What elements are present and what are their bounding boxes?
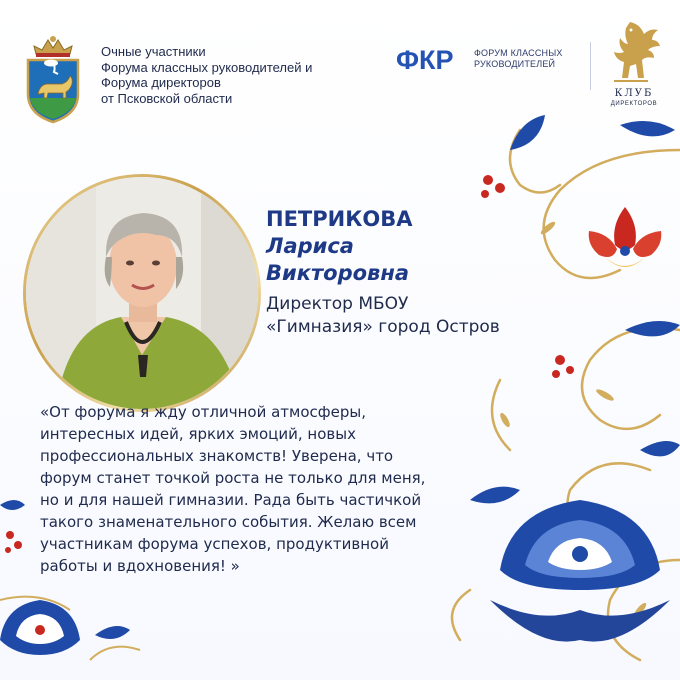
quote-line: работы и вдохновения! » — [40, 557, 240, 575]
fkr-abbr: ФКР — [396, 45, 454, 74]
position-line: «Гимназия» город Остров — [266, 317, 500, 337]
portrait-frame — [23, 174, 261, 412]
person-info — [266, 206, 606, 339]
pskov-coat-of-arms-icon — [18, 32, 88, 124]
club-title: КЛУБ — [614, 88, 654, 99]
quote-line: такого знаменательного события. Желаю всем — [40, 513, 417, 531]
quote-line: интересных идей, ярких эмоций, новых — [40, 425, 356, 443]
quote-line: «От форума я жду отличной атмосферы, — [40, 403, 366, 421]
header-text — [101, 44, 381, 106]
club-subtitle: ДИРЕКТОРОВ — [610, 101, 658, 107]
logo-divider — [590, 42, 591, 90]
person-position — [266, 293, 606, 339]
person-first-name: Лариса — [266, 234, 354, 258]
quote-line: профессиональных знакомств! Уверена, что — [40, 447, 394, 465]
person-patronymic: Викторовна — [266, 261, 410, 285]
position-line: Директор МБОУ — [266, 294, 409, 314]
portrait-illustration — [26, 177, 258, 409]
header-line: Форума классных руководителей и — [101, 59, 313, 75]
person-surname: ПЕТРИКОВА — [266, 207, 413, 231]
header-line: от Псковской области — [101, 90, 233, 106]
portrait-photo — [26, 177, 258, 409]
quote-line: форум станет точкой роста не только для меня, — [40, 469, 426, 487]
header-line: Форума директоров — [101, 75, 221, 90]
header-line: Очные участники — [101, 44, 206, 59]
fkr-caption-line: РУКОВОДИТЕЛЕЙ — [474, 59, 556, 69]
quote-line: но и для нашей гимназии. Рада быть частичкой — [40, 491, 422, 509]
quote-text — [40, 401, 560, 577]
fkr-caption — [474, 48, 584, 70]
griffin-icon — [600, 18, 660, 88]
fkr-logo — [396, 44, 466, 74]
quote-line: участникам форума успехов, продуктивной — [40, 535, 389, 553]
fkr-caption-line: ФОРУМ КЛАССНЫХ — [474, 48, 563, 58]
